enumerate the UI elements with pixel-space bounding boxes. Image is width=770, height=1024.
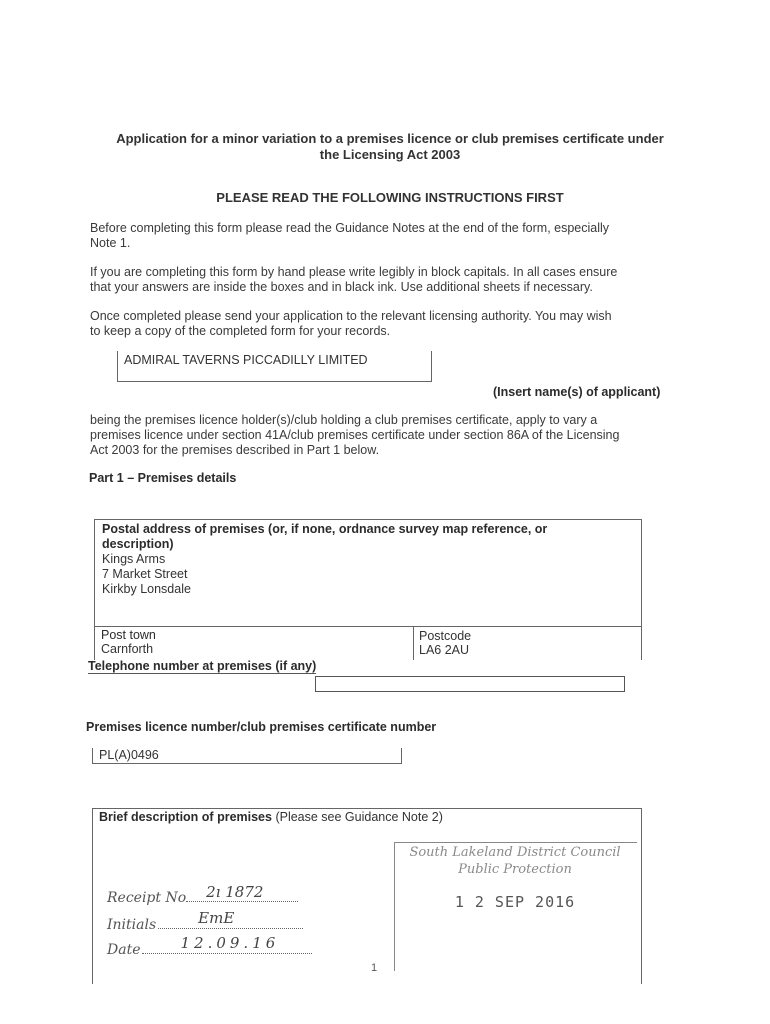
form-title-line1: Application for a minor variation to a premises licence or club premises certificate under bbox=[116, 131, 664, 146]
date-row bbox=[107, 934, 312, 959]
postcode-label: Postcode bbox=[419, 629, 472, 643]
postal-address-value bbox=[102, 552, 191, 597]
instruction-1-line-2: Note 1. bbox=[90, 236, 131, 250]
initials-value: EmE bbox=[198, 909, 235, 927]
form-title-line2: the Licensing Act 2003 bbox=[319, 147, 461, 162]
post-town-value: Carnforth bbox=[101, 642, 154, 656]
brief-description-heading bbox=[99, 810, 443, 824]
applicant-name-value: ADMIRAL TAVERNS PICCADILLY LIMITED bbox=[124, 353, 368, 367]
telephone-label: Telephone number at premises (if any) bbox=[88, 659, 317, 673]
declaration-text bbox=[90, 413, 690, 458]
address-line-1: Kings Arms bbox=[102, 552, 166, 566]
instruction-1-line-1: Before completing this form please read the Guidance Notes at the end of the form, especially bbox=[90, 221, 610, 235]
address-line-3: Kirkby Lonsdale bbox=[102, 582, 191, 596]
postcode-value: LA6 2AU bbox=[419, 643, 470, 657]
applicant-name-label: (Insert name(s) of applicant) bbox=[493, 385, 661, 399]
brief-description-label: Brief description of premises bbox=[99, 810, 272, 824]
declaration-line-2: premises licence under section 41A/club premises certificate under section 86A of the Licensing bbox=[90, 428, 620, 442]
postal-address-box[interactable] bbox=[94, 519, 642, 627]
post-town-field[interactable] bbox=[95, 627, 413, 660]
stamp-department: Public Protection bbox=[458, 862, 572, 877]
applicant-name-box[interactable] bbox=[117, 351, 432, 382]
receipt-value: 2ı 1872 bbox=[206, 883, 264, 901]
receipt-row bbox=[107, 885, 298, 907]
instruction-paragraph-1 bbox=[90, 221, 690, 251]
stamp-council-name: South Lakeland District Council bbox=[409, 845, 621, 860]
declaration-line-1: being the premises licence holder(s)/club holding a club premises certificate, apply to vary a bbox=[90, 413, 598, 427]
receipt-label: Receipt No bbox=[107, 890, 187, 906]
licence-number-input[interactable] bbox=[92, 748, 402, 764]
part1-heading: Part 1 – Premises details bbox=[89, 471, 237, 485]
brief-description-note: (Please see Guidance Note 2) bbox=[271, 810, 443, 824]
postcode-field[interactable] bbox=[414, 627, 641, 660]
instructions-heading: PLEASE READ THE FOLLOWING INSTRUCTIONS FIRST bbox=[216, 190, 564, 205]
date-label: Date bbox=[107, 942, 141, 958]
stamp-date: 1 2 SEP 2016 bbox=[454, 893, 576, 911]
postal-address-label bbox=[102, 522, 547, 552]
instruction-paragraph-3 bbox=[90, 309, 690, 339]
licence-number-value: PL(A)0496 bbox=[99, 748, 159, 762]
date-value: 12.09.16 bbox=[180, 934, 280, 952]
initials-value-line bbox=[158, 909, 303, 929]
initials-row bbox=[107, 909, 303, 934]
receipt-value-line bbox=[186, 885, 298, 902]
town-postcode-row bbox=[94, 626, 642, 660]
postal-address-label-line-1: Postal address of premises (or, if none, ordnance survey map reference, or bbox=[102, 522, 548, 536]
instruction-2-line-1: If you are completing this form by hand please write legibly in block capitals. In all cases ensure bbox=[90, 265, 618, 279]
received-stamp bbox=[394, 842, 637, 971]
post-town-label: Post town bbox=[101, 628, 156, 642]
instruction-2-line-2: that your answers are inside the boxes and in black ink. Use additional sheets if necessary. bbox=[90, 280, 593, 294]
instruction-paragraph-2 bbox=[90, 265, 690, 295]
telephone-input[interactable] bbox=[315, 676, 625, 692]
instruction-3-line-2: to keep a copy of the completed form for your records. bbox=[90, 324, 391, 338]
page-number: 1 bbox=[371, 962, 378, 974]
date-value-line bbox=[142, 934, 312, 954]
postal-address-label-line-2: description) bbox=[102, 537, 174, 551]
form-title bbox=[70, 131, 710, 163]
initials-label: Initials bbox=[107, 917, 157, 933]
address-line-2: 7 Market Street bbox=[102, 567, 188, 581]
declaration-line-3: Act 2003 for the premises described in Part 1 below. bbox=[90, 443, 380, 457]
licence-number-label: Premises licence number/club premises certificate number bbox=[86, 720, 437, 734]
instruction-3-line-1: Once completed please send your application to the relevant licensing authority. You may wish bbox=[90, 309, 612, 323]
